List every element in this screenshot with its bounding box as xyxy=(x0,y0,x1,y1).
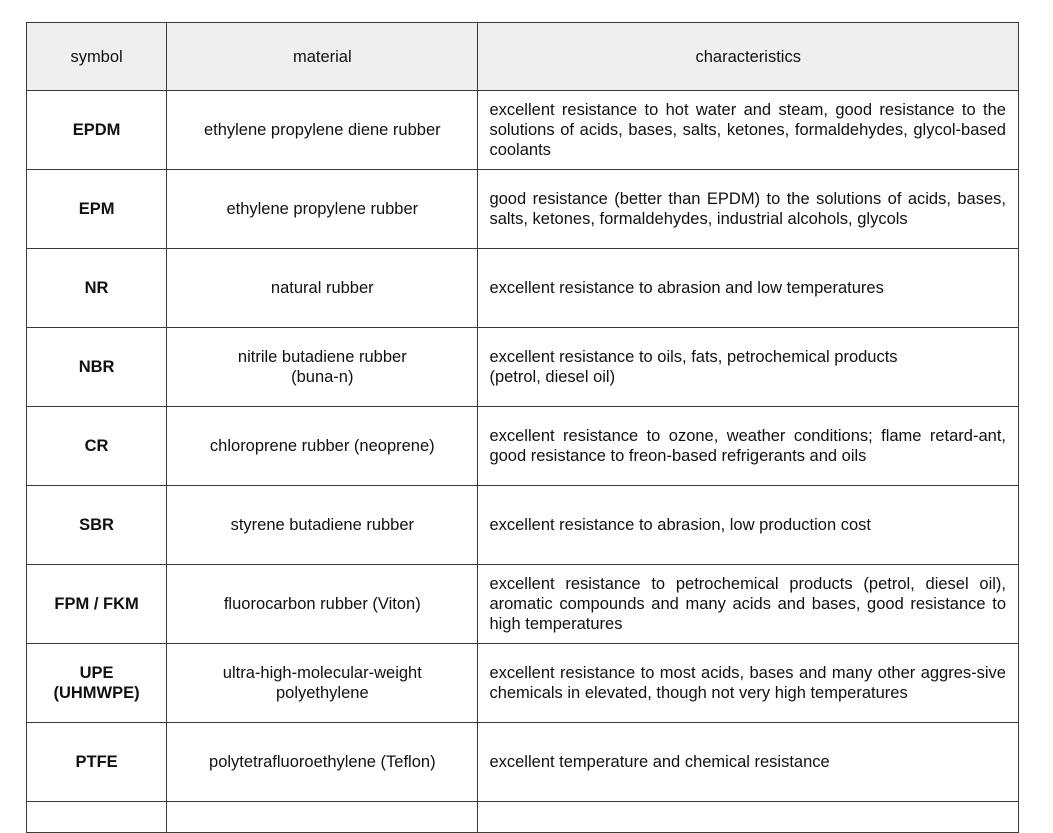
material-cell: nitrile butadiene rubber (buna-n) xyxy=(167,328,478,407)
symbol-cell: CR xyxy=(27,407,167,486)
header-symbol: symbol xyxy=(27,23,167,91)
characteristics-cell: excellent resistance to abrasion, low production cost xyxy=(478,486,1019,565)
symbol-cell: PTFE xyxy=(27,723,167,802)
material-cell: chloroprene rubber (neoprene) xyxy=(167,407,478,486)
symbol-cell: EPM xyxy=(27,170,167,249)
symbol-cell: UPE (UHMWPE) xyxy=(27,644,167,723)
header-material: material xyxy=(167,23,478,91)
empty-cell xyxy=(478,802,1019,833)
material-cell: polytetrafluoroethylene (Teflon) xyxy=(167,723,478,802)
materials-table xyxy=(26,22,1019,833)
table-row xyxy=(27,249,1019,328)
material-cell: natural rubber xyxy=(167,249,478,328)
characteristics-cell: excellent temperature and chemical resistance xyxy=(478,723,1019,802)
table-row xyxy=(27,91,1019,170)
table-row xyxy=(27,644,1019,723)
table-row xyxy=(27,170,1019,249)
table-row xyxy=(27,486,1019,565)
characteristics-cell: excellent resistance to hot water and steam, good resistance to the solutions of acids, bases, salts, ketones, formaldehydes, glycol-based coolants xyxy=(478,91,1019,170)
header-row xyxy=(27,23,1019,91)
header-characteristics: characteristics xyxy=(478,23,1019,91)
symbol-cell: NR xyxy=(27,249,167,328)
table-header xyxy=(27,23,1019,91)
table-row xyxy=(27,723,1019,802)
symbol-cell: FPM / FKM xyxy=(27,565,167,644)
material-cell: ultra-high-molecular-weight polyethylene xyxy=(167,644,478,723)
characteristics-cell: excellent resistance to petrochemical products (petrol, diesel oil), aromatic compounds and many acids and bases, good resistance to high temperatures xyxy=(478,565,1019,644)
table-row xyxy=(27,328,1019,407)
material-cell: fluorocarbon rubber (Viton) xyxy=(167,565,478,644)
material-cell: ethylene propylene diene rubber xyxy=(167,91,478,170)
symbol-cell: EPDM xyxy=(27,91,167,170)
empty-cell xyxy=(167,802,478,833)
table-row xyxy=(27,565,1019,644)
material-cell: ethylene propylene rubber xyxy=(167,170,478,249)
symbol-cell: SBR xyxy=(27,486,167,565)
table-row-cut-off xyxy=(27,802,1019,833)
characteristics-cell: excellent resistance to most acids, bases and many other aggres-sive chemicals in elevated, though not very high temperatures xyxy=(478,644,1019,723)
table-row xyxy=(27,407,1019,486)
characteristics-cell: excellent resistance to abrasion and low temperatures xyxy=(478,249,1019,328)
table-body xyxy=(27,91,1019,833)
characteristics-cell: good resistance (better than EPDM) to the solutions of acids, bases, salts, ketones, formaldehydes, industrial alcohols, glycols xyxy=(478,170,1019,249)
characteristics-cell: excellent resistance to ozone, weather conditions; flame retard-ant, good resistance to freon-based refrigerants and oils xyxy=(478,407,1019,486)
characteristics-cell: excellent resistance to oils, fats, petrochemical products (petrol, diesel oil) xyxy=(478,328,1019,407)
material-cell: styrene butadiene rubber xyxy=(167,486,478,565)
empty-cell xyxy=(27,802,167,833)
symbol-cell: NBR xyxy=(27,328,167,407)
